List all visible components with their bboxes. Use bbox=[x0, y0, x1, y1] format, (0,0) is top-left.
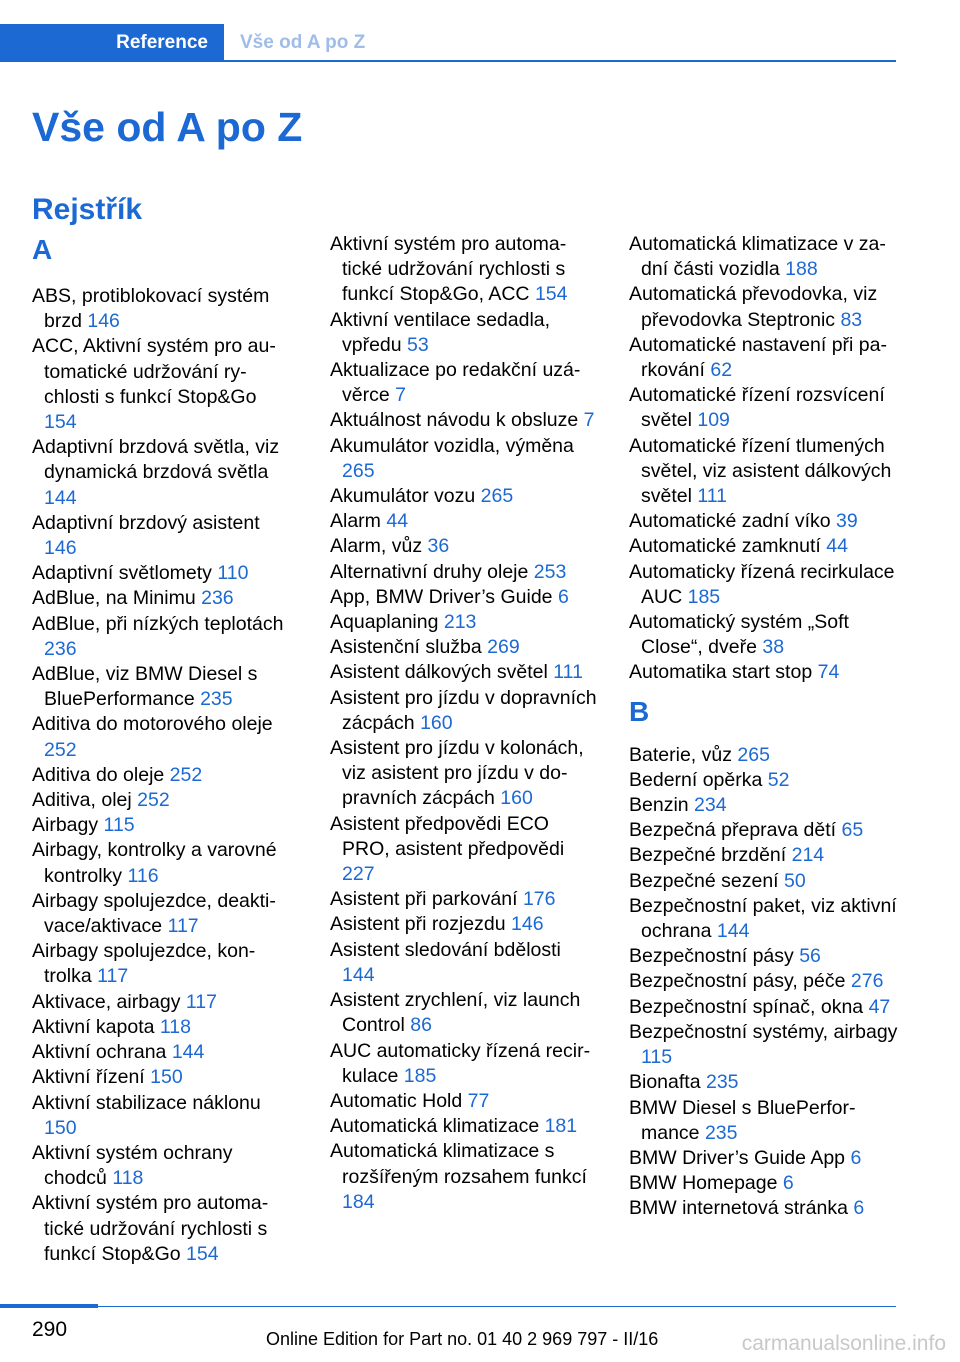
index-entry bbox=[629, 1020, 899, 1070]
index-entry-text: Adaptivní brzdová světla, viz dynamická brzdová světla bbox=[32, 436, 280, 484]
page-number: 290 bbox=[32, 1318, 68, 1341]
index-entry bbox=[32, 939, 294, 989]
index-entry bbox=[330, 887, 598, 912]
index-entry-text: Automatické nastavení při parkování bbox=[629, 333, 887, 382]
index-entry-text: Bezpečnostní spínač, okna bbox=[629, 995, 869, 1018]
index-entry-text: Bezpečnostní pásy, péče bbox=[629, 970, 851, 993]
index-entry-text: Alternativní druhy oleje bbox=[330, 560, 534, 583]
index-entry bbox=[330, 308, 598, 358]
index-entry-text: Akumulátor vozidla, výměna bbox=[330, 434, 574, 457]
page-reference-link[interactable]: 144 bbox=[44, 486, 77, 509]
index-entry-text: Automatický systém „Soft Close“, dveře bbox=[629, 611, 849, 659]
index-entry-text: Baterie, vůz bbox=[629, 743, 738, 766]
page-reference-link[interactable]: 213 bbox=[443, 611, 477, 634]
index-entry-text: Asistent při parkování bbox=[330, 888, 523, 911]
index-entry bbox=[629, 434, 899, 510]
index-entry-text: AUC automaticky řízená recirkulace bbox=[330, 1039, 591, 1087]
watermark: carmanualsonline.info bbox=[741, 1332, 946, 1355]
index-entry bbox=[32, 1040, 294, 1065]
index-entry-text: Adaptivní světlomety bbox=[32, 562, 218, 585]
index-entry bbox=[629, 995, 899, 1020]
footer-accent-bar bbox=[0, 1304, 98, 1308]
index-entry bbox=[629, 969, 899, 994]
index-entry-text: Automatické řízení rozsvícení světel bbox=[629, 384, 885, 432]
index-entry bbox=[32, 1141, 294, 1191]
page-title: Vše od A po Z bbox=[32, 104, 303, 150]
page-reference-link[interactable]: 7 bbox=[583, 409, 595, 432]
index-entry bbox=[330, 635, 598, 660]
index-entry bbox=[629, 869, 899, 894]
page-reference-link[interactable]: 236 bbox=[44, 637, 77, 660]
index-entry-text: Akumulátor vozu bbox=[330, 485, 481, 508]
page-reference-link[interactable]: 111 bbox=[697, 485, 727, 508]
index-entry bbox=[330, 232, 598, 308]
index-entry-text: Aktualizace po redakční uzávěrce bbox=[330, 359, 581, 407]
index-entry bbox=[32, 586, 294, 611]
page-reference-link[interactable]: 236 bbox=[201, 587, 234, 610]
index-entry-text: Aktivní systém pro automatické udržování rychlosti s funkcí Stop&Go bbox=[32, 1192, 269, 1265]
index-entry-text: Asistent při rozjezdu bbox=[330, 913, 511, 936]
page-reference-link[interactable]: 50 bbox=[784, 869, 806, 892]
footer-rule bbox=[98, 1306, 896, 1307]
index-entry-text: Asistent pro jízdu v dopravních zácpách bbox=[330, 686, 597, 734]
page-reference-link[interactable]: 146 bbox=[511, 913, 544, 936]
index-entry-text: Bezpečné brzdění bbox=[629, 844, 792, 867]
index-entry bbox=[330, 812, 598, 888]
page-reference-link[interactable]: 144 bbox=[171, 1041, 205, 1064]
index-entry-text: Airbagy bbox=[32, 814, 104, 837]
index-entry-text: Bezpečné sezení bbox=[629, 869, 785, 892]
index-entry-text: Bezpečná přeprava dětí bbox=[629, 819, 842, 842]
index-entry-text: BMW Homepage bbox=[629, 1172, 783, 1195]
page-reference-link[interactable]: 265 bbox=[480, 485, 514, 508]
index-entry bbox=[32, 1191, 294, 1267]
index-entry-text: AdBlue, na Minimu bbox=[32, 587, 202, 610]
page-reference-link[interactable]: 235 bbox=[705, 1071, 739, 1094]
index-entry-text: Automatická klimatizace s rozšířeným rozsahem funkcí bbox=[330, 1140, 587, 1188]
page-reference-link[interactable]: 252 bbox=[137, 789, 170, 812]
index-entry bbox=[330, 736, 598, 812]
index-entry bbox=[330, 534, 598, 559]
index-entry-text: App, BMW Driver’s Guide bbox=[330, 585, 558, 608]
index-entry-text: Automatic Hold bbox=[330, 1089, 468, 1112]
index-entry bbox=[330, 585, 598, 610]
section-tab-a-to-z: Vše od A po Z bbox=[240, 32, 366, 53]
index-entry bbox=[629, 560, 899, 610]
index-entry bbox=[629, 534, 899, 559]
page-reference-link[interactable]: 6 bbox=[557, 585, 569, 608]
index-entry bbox=[32, 838, 294, 888]
index-entry-text: Aktivní ochrana bbox=[32, 1041, 172, 1064]
index-entry bbox=[32, 612, 294, 662]
page-reference-link[interactable]: 83 bbox=[840, 308, 863, 331]
index-entry bbox=[629, 894, 899, 944]
index-entry bbox=[32, 813, 294, 838]
page-header bbox=[0, 24, 896, 62]
index-entry-text: Automatické zadní víko bbox=[629, 510, 837, 533]
index-entry-text: Asistent zrychlení, viz launch Control bbox=[330, 989, 581, 1037]
edition-note: Online Edition for Part no. 01 40 2 969 797 - II/16 bbox=[266, 1329, 659, 1349]
page-reference-link[interactable]: 47 bbox=[868, 995, 891, 1018]
index-entry bbox=[629, 660, 899, 685]
page-reference-link[interactable]: 111 bbox=[553, 661, 583, 684]
index-entry-text: Aktivní systém ochrany chodců bbox=[32, 1141, 233, 1190]
page-reference-link[interactable]: 269 bbox=[487, 636, 520, 659]
index-entry bbox=[32, 435, 294, 511]
index-entry-text: Asistent dálkových světel bbox=[330, 661, 554, 684]
page-reference-link[interactable]: 6 bbox=[782, 1172, 794, 1195]
index-entry bbox=[330, 686, 598, 736]
index-entry-text: ABS, protiblokovací systém brzd bbox=[32, 285, 270, 333]
page-reference-link[interactable]: 36 bbox=[427, 535, 450, 558]
index-entry bbox=[629, 610, 899, 660]
page-reference-link[interactable]: 235 bbox=[200, 688, 233, 711]
index-entry-text: Bezpečnostní systémy, airbagy bbox=[629, 1020, 898, 1043]
index-entry bbox=[629, 1196, 899, 1221]
index-entry bbox=[330, 509, 598, 534]
index-entry bbox=[330, 358, 598, 408]
index-entry bbox=[32, 763, 294, 788]
page-reference-link[interactable]: 115 bbox=[103, 814, 135, 837]
index-entry bbox=[32, 284, 294, 334]
page-reference-link[interactable]: 144 bbox=[342, 963, 375, 986]
index-entry bbox=[330, 610, 598, 635]
index-entry-text: Automatická klimatizace bbox=[330, 1115, 545, 1138]
page-reference-link[interactable]: 74 bbox=[817, 661, 840, 684]
page-reference-link[interactable]: 234 bbox=[694, 794, 727, 817]
page-reference-link[interactable]: 265 bbox=[737, 743, 770, 766]
index-entry bbox=[629, 1146, 899, 1171]
index-entry-text: Automatika start stop bbox=[629, 661, 818, 684]
index-entry bbox=[32, 1091, 294, 1141]
index-entry-text: Bezpečnostní paket, viz aktivní ochrana bbox=[629, 894, 897, 943]
index-entry bbox=[330, 1039, 598, 1089]
page-reference-link[interactable]: 6 bbox=[853, 1197, 865, 1220]
index-entry-text: Bezpečnostní pásy bbox=[629, 945, 800, 968]
index-entry bbox=[330, 560, 598, 585]
index-heading: Rejstřík bbox=[32, 193, 143, 226]
page-reference-link[interactable]: 62 bbox=[710, 359, 733, 382]
page-reference-link[interactable]: 265 bbox=[342, 459, 375, 482]
index-column-1 bbox=[32, 232, 294, 1267]
page-reference-link[interactable]: 185 bbox=[403, 1064, 437, 1087]
index-column-2 bbox=[330, 232, 598, 1215]
page-reference-link[interactable]: 154 bbox=[534, 283, 568, 306]
index-entry-text: BMW Driver’s Guide App bbox=[629, 1146, 851, 1169]
index-entry bbox=[629, 282, 899, 332]
index-letter-heading: A bbox=[32, 234, 53, 265]
index-entry-text: Automatická převodovka, viz převodovka Steptronic bbox=[629, 283, 878, 331]
page-reference-link[interactable]: 252 bbox=[169, 763, 203, 786]
page-reference-link[interactable]: 44 bbox=[826, 535, 848, 558]
index-entry-text: Airbagy spolujezdce, deaktivace/aktivace bbox=[32, 889, 276, 938]
index-entry bbox=[32, 889, 294, 939]
page-reference-link[interactable]: 188 bbox=[785, 258, 818, 281]
index-entry bbox=[32, 712, 294, 762]
index-entry bbox=[330, 484, 598, 509]
index-entry-text: Automaticky řízená recirkulace AUC bbox=[629, 560, 895, 608]
index-entry bbox=[32, 511, 294, 561]
index-entry bbox=[32, 662, 294, 712]
index-entry bbox=[330, 1139, 598, 1215]
page-reference-link[interactable]: 253 bbox=[533, 560, 567, 583]
index-entry-text: Asistent pro jízdu v kolonách, viz asistent pro jízdu v dopravních zácpách bbox=[330, 737, 584, 810]
page-reference-link[interactable]: 118 bbox=[112, 1167, 144, 1190]
index-entry-text: Airbagy spolujezdce, kontrolka bbox=[32, 940, 256, 988]
page-reference-link[interactable]: 146 bbox=[87, 310, 120, 333]
index-entry bbox=[330, 434, 598, 484]
index-entry-text: Aditiva do motorového oleje bbox=[32, 713, 273, 736]
page-reference-link[interactable]: 52 bbox=[767, 768, 790, 791]
index-entry-text: Aquaplaning bbox=[330, 611, 444, 634]
page-reference-link[interactable]: 150 bbox=[150, 1066, 183, 1089]
page-reference-link[interactable]: 235 bbox=[704, 1121, 738, 1144]
index-entry bbox=[629, 843, 899, 868]
page-reference-link[interactable]: 39 bbox=[836, 510, 858, 533]
index-entry bbox=[629, 793, 899, 818]
index-entry bbox=[629, 232, 899, 282]
index-entry-text: BMW Diesel s BluePerformance bbox=[629, 1096, 856, 1144]
page-reference-link[interactable]: 56 bbox=[799, 945, 821, 968]
index-entry bbox=[330, 912, 598, 937]
page-reference-link[interactable]: 146 bbox=[44, 537, 77, 560]
index-entry-text: Asistent předpovědi ECO PRO, asistent předpovědi bbox=[330, 812, 565, 860]
index-entry-text: AdBlue, viz BMW Diesel s BluePerformance bbox=[32, 663, 258, 711]
index-entry bbox=[330, 988, 598, 1038]
page-reference-link[interactable]: 117 bbox=[167, 915, 199, 938]
index-entry bbox=[629, 383, 899, 433]
page-reference-link[interactable]: 154 bbox=[44, 411, 77, 434]
index-entry bbox=[629, 333, 899, 383]
page-reference-link[interactable]: 214 bbox=[791, 844, 825, 867]
page-reference-link[interactable]: 117 bbox=[185, 990, 217, 1013]
page-reference-link[interactable]: 154 bbox=[186, 1242, 219, 1265]
index-entry-text: Bionafta bbox=[629, 1071, 706, 1094]
page-reference-link[interactable]: 276 bbox=[850, 970, 884, 993]
page-reference-link[interactable]: 144 bbox=[716, 920, 750, 943]
index-entry-text: Alarm, vůz bbox=[330, 535, 428, 558]
index-entry bbox=[330, 1089, 598, 1114]
index-entry bbox=[629, 768, 899, 793]
index-entry-text: ACC, Aktivní systém pro automatické udržování rychlosti s funkcí Stop&Go bbox=[32, 335, 276, 408]
page-reference-link[interactable]: 150 bbox=[44, 1116, 77, 1139]
index-entry-text: Asistenční služba bbox=[330, 636, 488, 659]
index-entry-text: AdBlue, při nízkých teplotách bbox=[32, 612, 284, 635]
index-entry-text: Airbagy, kontrolky a varovné kontrolky bbox=[32, 839, 277, 887]
page-reference-link[interactable]: 176 bbox=[522, 888, 556, 911]
page-reference-link[interactable]: 227 bbox=[342, 863, 375, 886]
index-entry bbox=[629, 743, 899, 768]
index-entry-text: Aktivní systém pro automatické udržování rychlosti s funkcí Stop&Go, ACC bbox=[330, 233, 567, 306]
index-entry bbox=[32, 334, 294, 435]
index-entry bbox=[629, 509, 899, 534]
index-entry bbox=[32, 788, 294, 813]
index-entry-text: Aktivní ventilace sedadla, vpředu bbox=[330, 308, 551, 356]
index-entry-text: Aktivní kapota bbox=[32, 1015, 160, 1038]
index-entry bbox=[32, 1015, 294, 1040]
index-entry bbox=[32, 990, 294, 1015]
page-reference-link[interactable]: 116 bbox=[127, 864, 159, 887]
page-reference-link[interactable]: 44 bbox=[386, 510, 409, 533]
index-entry-text: Aktuálnost návodu k obsluze bbox=[330, 409, 584, 432]
index-entry bbox=[32, 1065, 294, 1090]
index-entry-text: Asistent sledování bdělosti bbox=[330, 938, 561, 961]
page-reference-link[interactable]: 65 bbox=[841, 819, 864, 842]
index-entry bbox=[629, 818, 899, 843]
index-entry-text: Aktivace, airbagy bbox=[32, 990, 186, 1013]
index-letter-heading: B bbox=[629, 695, 650, 727]
page-reference-link[interactable]: 118 bbox=[159, 1015, 191, 1038]
index-entry-text: Aktivní řízení bbox=[32, 1066, 151, 1089]
index-entry bbox=[32, 561, 294, 586]
index-entry-text: Alarm bbox=[330, 510, 387, 533]
index-entry-text: Adaptivní brzdový asistent bbox=[32, 511, 260, 534]
page-reference-link[interactable]: 7 bbox=[395, 384, 406, 407]
index-entry-text: Benzin bbox=[629, 794, 695, 817]
page-reference-link[interactable]: 53 bbox=[407, 333, 429, 356]
index-entry bbox=[629, 1171, 899, 1196]
index-entry-text: Automatické řízení tlumených světel, viz asistent dálkových světel bbox=[629, 434, 892, 508]
page-reference-link[interactable]: 6 bbox=[850, 1146, 862, 1169]
index-entry-text: Aditiva, olej bbox=[32, 789, 138, 812]
index-entry bbox=[629, 1070, 899, 1095]
page-reference-link[interactable]: 160 bbox=[420, 711, 453, 734]
page-reference-link[interactable]: 110 bbox=[217, 562, 249, 585]
page-reference-link[interactable]: 115 bbox=[641, 1046, 673, 1069]
page-reference-link[interactable]: 38 bbox=[762, 636, 785, 659]
section-tab-reference: Reference bbox=[0, 24, 224, 62]
index-entry bbox=[330, 938, 598, 988]
page-reference-link[interactable]: 185 bbox=[687, 585, 721, 608]
page-reference-link[interactable]: 184 bbox=[342, 1190, 375, 1213]
index-entry bbox=[629, 1096, 899, 1146]
index-entry-text: Automatické zamknutí bbox=[629, 535, 827, 558]
page-reference-link[interactable]: 252 bbox=[44, 738, 77, 761]
page-reference-link[interactable]: 160 bbox=[500, 787, 533, 810]
header-rule bbox=[224, 60, 896, 62]
page-reference-link[interactable]: 86 bbox=[410, 1014, 432, 1037]
index-entry-text: BMW internetová stránka bbox=[629, 1197, 854, 1220]
index-entry-text: Bederní opěrka bbox=[629, 768, 768, 791]
page-reference-link[interactable]: 181 bbox=[544, 1115, 578, 1138]
index-entry bbox=[330, 1114, 598, 1139]
index-entry bbox=[330, 660, 598, 685]
index-entry bbox=[629, 944, 899, 969]
index-column-3 bbox=[629, 232, 899, 1222]
index-entry-text: Automatická klimatizace v zadní části vozidla bbox=[629, 233, 886, 281]
index-entry-text: Aditiva do oleje bbox=[32, 763, 170, 786]
index-entry bbox=[330, 408, 598, 433]
index-entry-text: Aktivní stabilizace náklonu bbox=[32, 1091, 261, 1114]
page-reference-link[interactable]: 77 bbox=[467, 1089, 490, 1112]
page-reference-link[interactable]: 117 bbox=[97, 965, 129, 988]
page-reference-link[interactable]: 109 bbox=[697, 409, 730, 432]
